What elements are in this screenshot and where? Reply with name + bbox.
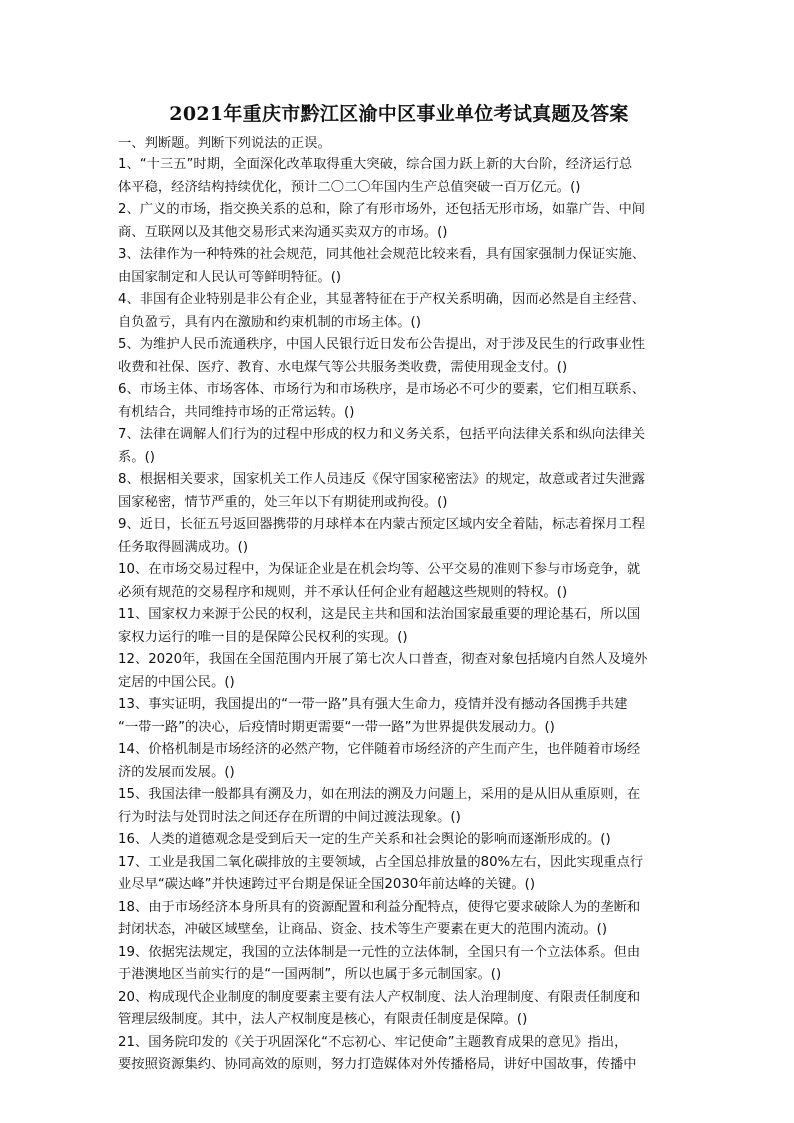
question-line: 于港澳地区当前实行的是“一国两制”，所以也属于多元制国家。() xyxy=(118,967,502,982)
question-line: 3、法律作为一种特殊的社会规范，同其他社会规范比较来看，具有国家强制力保证实施、 xyxy=(118,247,646,262)
question-item xyxy=(118,784,680,829)
question-line: 必须有规范的交易程序和规则，并不承认任何企业有超越这些规则的特权。() xyxy=(118,584,568,600)
question-line: 业尽早“碳达峰”并快速跨过平台期是保证全国2030年前达峰的关键。() xyxy=(118,877,536,892)
question-item xyxy=(118,154,680,199)
section-heading: 一、判断题。判断下列说法的正误。 xyxy=(118,136,331,151)
question-item xyxy=(118,559,680,604)
question-item xyxy=(118,987,680,1032)
question-line: 21、国务院印发的《关于巩固深化“不忘初心、牢记使命”主题教育成果的意见》指出， xyxy=(118,1034,628,1050)
question-line: “一带一路”的决心，后疫情时期更需要“一带一路”为世界提供发展动力。() xyxy=(118,719,555,735)
question-line: 家权力运行的唯一目的是保障公民权利的实现。() xyxy=(118,629,408,645)
question-list xyxy=(118,154,680,1077)
question-line: 由国家制定和人民认可等鲜明特征。() xyxy=(118,269,342,285)
question-line: 16、人类的道德观念是受到后天一定的生产关系和社会舆论的影响而逐渐形成的。() xyxy=(118,832,611,847)
question-line: 15、我国法律一般都具有溯及力，如在刑法的溯及力问题上，采用的是从旧从重原则，在 xyxy=(118,787,641,802)
question-line: 定居的中国公民。() xyxy=(118,674,235,690)
question-line: 行为时法与处罚时法之间还存在所谓的中间过渡法现象。() xyxy=(118,809,461,825)
question-item xyxy=(118,334,680,379)
question-line: 19、依据宪法规定，我国的立法体制是一元性的立法体制，全国只有一个立法体系。但由 xyxy=(118,944,641,960)
question-line: 2、广义的市场，指交换关系的总和，除了有形市场外，还包括无形市场，如靠广告、中间 xyxy=(118,202,646,217)
question-item xyxy=(118,1032,680,1077)
question-item xyxy=(118,424,680,469)
question-line: 14、价格机制是市场经济的必然产物，它伴随着市场经济的产生而产生，也伴随着市场经 xyxy=(118,742,641,757)
question-line: 1、“十三五”时期，全面深化改革取得重大突破，综合国力跃上新的大台阶，经济运行总 xyxy=(118,157,633,172)
question-line: 要按照资源集约、协同高效的原则，努力打造媒体对外传播格局，讲好中国故事，传播中 xyxy=(118,1057,637,1072)
question-line: 6、市场主体、市场客体、市场行为和市场秩序，是市场必不可少的要素，它们相互联系、 xyxy=(118,382,646,397)
document-title: 2021年重庆市黔江区渝中区事业单位考试真题及答案 xyxy=(169,103,629,125)
question-line: 12、2020年，我国在全国范围内开展了第七次人口普查，彻查对象包括境内自然人及境外 xyxy=(118,652,648,667)
question-item xyxy=(118,199,680,244)
question-line: 18、由于市场经济本身所具有的资源配置和利益分配特点，使得它要求破除人为的垄断和 xyxy=(118,899,641,915)
question-line: 体平稳，经济结构持续优化，预计二〇二〇年国内生产总值突破一百万亿元。() xyxy=(118,179,581,195)
question-line: 10、在市场交易过程中，为保证企业是在机会均等、公平交易的准则下参与市场竞争，就 xyxy=(118,562,641,577)
question-line: 管理层级制度。其中，法人产权制度是核心，有限责任制度是保障。() xyxy=(118,1012,528,1027)
question-line: 7、法律在调解人们行为的过程中形成的权力和义务关系，包括平向法律关系和纵向法律关 xyxy=(118,427,646,442)
question-item xyxy=(118,604,680,649)
question-line: 5、为维护人民币流通秩序，中国人民银行近日发布公告提出，对于涉及民生的行政事业性 xyxy=(118,337,646,352)
question-item xyxy=(118,244,680,289)
question-line: 13、事实证明，我国提出的“一带一路”具有强大生命力，疫情并没有撼动各国携手共建 xyxy=(118,697,628,712)
question-item xyxy=(118,739,680,784)
question-line: 收费和社保、医疗、教育、水电煤气等公共服务类收费，需使用现金支付。() xyxy=(118,359,568,375)
question-item xyxy=(118,829,680,852)
question-line: 17、工业是我国二氧化碳排放的主要领域，占全国总排放量的80%左右，因此实现重点行 xyxy=(118,854,644,870)
question-line: 自负盈亏，具有内在激励和约束机制的市场主体。() xyxy=(118,314,421,330)
question-item xyxy=(118,942,680,987)
question-line: 国家秘密，情节严重的，处三年以下有期徒刑或拘役。() xyxy=(118,494,448,510)
question-line: 封闭状态，冲破区域壁垒，让商品、资金、技术等生产要素在更大的范围内流动。() xyxy=(118,922,608,937)
question-item xyxy=(118,469,680,514)
question-line: 任务取得圆满成功。() xyxy=(118,539,249,555)
question-line: 11、国家权力来源于公民的权利，这是民主共和国和法治国家最重要的理论基石，所以国 xyxy=(118,607,641,622)
question-line: 4、非国有企业特别是非公有企业，其显著特征在于产权关系明确，因而必然是自主经营、 xyxy=(118,292,646,307)
question-line: 系。() xyxy=(118,449,155,465)
question-item xyxy=(118,289,680,334)
question-item xyxy=(118,852,680,897)
question-line: 20、构成现代企业制度的制度要素主要有法人产权制度、法人治理制度、有限责任制度和 xyxy=(118,989,641,1005)
question-line: 有机结合，共同维持市场的正常运转。() xyxy=(118,404,355,420)
question-line: 9、近日，长征五号返回器携带的月球样本在内蒙古预定区域内安全着陆，标志着探月工程 xyxy=(118,517,646,532)
question-item xyxy=(118,379,680,424)
question-line: 济的发展而发展。() xyxy=(118,764,235,780)
question-item xyxy=(118,694,680,739)
question-item xyxy=(118,649,680,694)
question-item xyxy=(118,514,680,559)
question-item xyxy=(118,897,680,942)
question-line: 商、互联网以及其他交易形式来沟通买卖双方的市场。() xyxy=(118,224,448,240)
question-line: 8、根据相关要求，国家机关工作人员违反《保守国家秘密法》的规定，故意或者过失泄露 xyxy=(118,472,646,487)
document-page xyxy=(118,100,680,1077)
